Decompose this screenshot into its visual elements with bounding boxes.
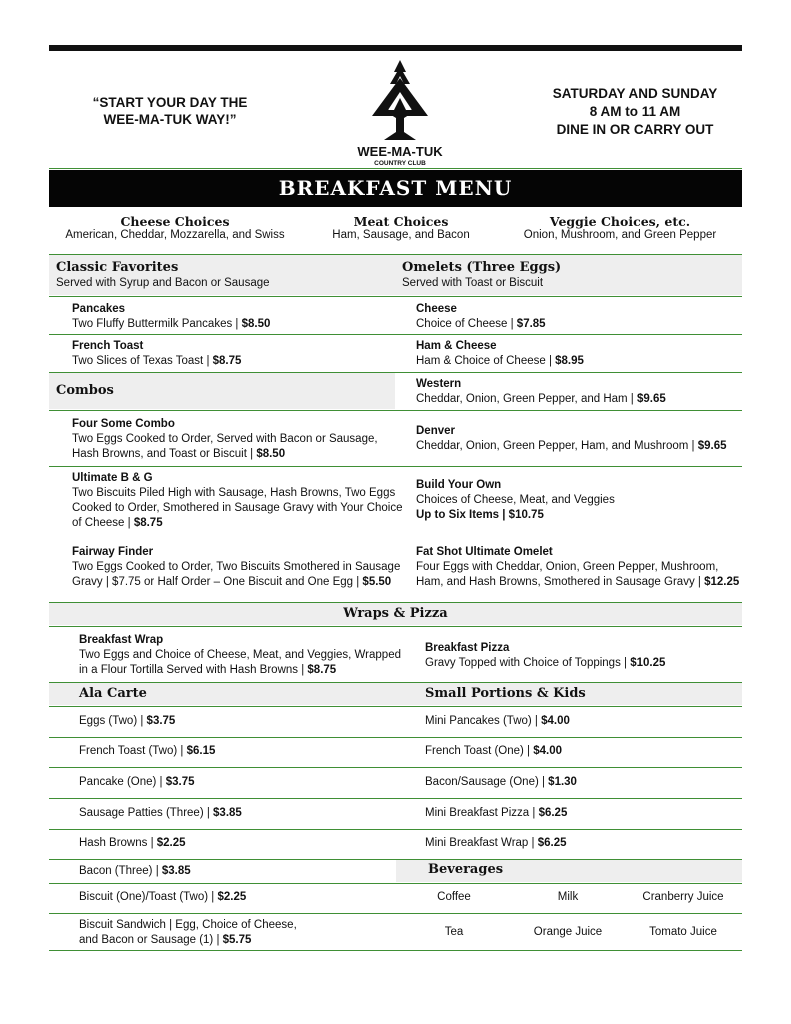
beverage-item: Milk xyxy=(557,891,579,903)
menu-item xyxy=(416,545,739,590)
item-text: French Toast (Two) | xyxy=(79,745,187,757)
section-title-classic: Classic Favorites xyxy=(56,260,179,275)
item-desc: Gravy Topped with Choice of Toppings | xyxy=(425,657,631,669)
item-price: $8.75 xyxy=(307,664,337,676)
choice-title: Meat Choices xyxy=(353,214,449,229)
item-price: $8.50 xyxy=(241,318,271,330)
meat-choices xyxy=(306,214,496,241)
item-text: Pancake (One) | xyxy=(79,776,166,788)
divider xyxy=(49,706,742,707)
divider xyxy=(49,334,742,335)
hours-info xyxy=(530,85,740,139)
cheese-choices xyxy=(55,214,295,241)
section-header-band xyxy=(49,683,742,705)
section-title-kids: Small Portions & Kids xyxy=(425,686,586,701)
item-name: Ultimate B & G xyxy=(72,472,153,484)
item-price: $3.85 xyxy=(213,807,242,819)
section-title-omelets: Omelets (Three Eggs) xyxy=(402,260,562,275)
section-title-combos: Combos xyxy=(56,383,114,398)
item-name: Breakfast Pizza xyxy=(425,642,510,654)
menu-item xyxy=(72,545,400,590)
choice-text: Ham, Sausage, and Bacon xyxy=(332,229,470,241)
item-price: $8.75 xyxy=(212,355,242,367)
club-logo xyxy=(350,58,450,170)
menu-item xyxy=(416,424,726,454)
item-price: $8.75 xyxy=(133,517,163,529)
menu-item xyxy=(72,417,378,462)
veggie-choices xyxy=(505,214,735,241)
beverage-item: Tomato Juice xyxy=(649,926,717,938)
item-price: Up to Six Items | $10.75 xyxy=(416,509,544,521)
item-text: Biscuit (One)/Toast (Two) | xyxy=(79,891,218,903)
slogan-line: “START YOUR DAY THE xyxy=(92,95,248,110)
slogan-line: WEE-MA-TUK WAY!” xyxy=(103,112,237,127)
divider xyxy=(49,913,742,914)
item-name: Breakfast Wrap xyxy=(79,634,164,646)
section-title-beverages: Beverages xyxy=(428,862,504,877)
menu-item xyxy=(79,633,401,678)
divider xyxy=(49,829,742,830)
item-desc: Cheddar, Onion, Green Pepper, Ham, and Mushroom | xyxy=(416,440,698,452)
beverage-item: Tea xyxy=(444,926,464,938)
item-desc: Cheddar, Onion, Green Pepper, and Ham | xyxy=(416,393,637,405)
ala-carte-item xyxy=(79,891,246,903)
choice-text: Onion, Mushroom, and Green Pepper xyxy=(523,229,717,241)
choice-title: Veggie Choices, etc. xyxy=(549,214,691,229)
item-text: Sausage Patties (Three) | xyxy=(79,807,214,819)
item-desc: Choice of Cheese | xyxy=(416,318,517,330)
menu-item xyxy=(72,302,270,332)
ala-carte-item xyxy=(79,837,186,849)
item-text: Eggs (Two) | xyxy=(79,715,147,727)
item-desc: Two Eggs Cooked to Order, Two Biscuits Smothered in Sausage xyxy=(72,561,401,573)
menu-title-bar xyxy=(49,170,742,207)
item-price: $6.25 xyxy=(538,807,568,819)
item-text: Hash Browns | xyxy=(79,837,157,849)
divider xyxy=(49,950,742,951)
kids-item xyxy=(425,776,577,788)
menu-item xyxy=(72,339,241,369)
item-price: $4.00 xyxy=(533,745,563,757)
menu-item xyxy=(416,302,546,332)
item-text: French Toast (One) | xyxy=(425,745,534,757)
item-price: $3.85 xyxy=(161,865,191,877)
item-desc: Ham & Choice of Cheese | xyxy=(416,355,556,367)
ala-carte-item xyxy=(79,807,242,819)
divider xyxy=(49,883,742,884)
menu-title: BREAKFAST MENU xyxy=(278,176,513,200)
divider xyxy=(49,410,742,411)
menu-item xyxy=(425,641,665,671)
item-price: $8.50 xyxy=(256,448,286,460)
item-name: Cheese xyxy=(416,303,457,315)
item-price: $3.75 xyxy=(165,776,195,788)
hours-line: DINE IN OR CARRY OUT xyxy=(556,122,714,137)
item-price: $10.25 xyxy=(630,657,666,669)
item-desc: Two Biscuits Piled High with Sausage, Hash Browns, Two Eggs xyxy=(72,487,396,499)
item-price: $6.25 xyxy=(537,837,567,849)
item-desc: Two Fluffy Buttermilk Pancakes | xyxy=(72,318,242,330)
tree-logo-icon xyxy=(350,58,450,142)
item-price: $9.65 xyxy=(636,393,666,405)
item-name: Fat Shot Ultimate Omelet xyxy=(416,546,553,558)
item-price: $3.75 xyxy=(146,715,176,727)
divider xyxy=(49,168,742,169)
divider xyxy=(49,296,742,297)
section-subtitle-classic: Served with Syrup and Bacon or Sausage xyxy=(56,277,270,289)
hours-line: 8 AM to 11 AM xyxy=(589,104,681,119)
item-desc: Choices of Cheese, Meat, and Veggies xyxy=(416,494,615,506)
slogan xyxy=(80,94,260,128)
item-price: $5.50 xyxy=(362,576,392,588)
item-name: Ham & Cheese xyxy=(416,340,497,352)
item-price: $8.95 xyxy=(555,355,584,367)
ala-carte-item xyxy=(79,865,191,877)
item-text: Biscuit Sandwich | Egg, Choice of Cheese, xyxy=(79,919,297,931)
ala-carte-item xyxy=(79,715,175,727)
item-price: $2.25 xyxy=(217,891,247,903)
item-desc: Hash Browns, and Toast or Biscuit | xyxy=(72,448,257,460)
menu-item xyxy=(72,471,403,531)
choice-title: Cheese Choices xyxy=(120,214,230,229)
item-desc: Two Eggs and Choice of Cheese, Meat, and Veggies, Wrapped xyxy=(79,649,401,661)
item-price: $6.15 xyxy=(186,745,216,757)
menu-item xyxy=(416,478,615,523)
kids-item xyxy=(425,807,567,819)
item-name: French Toast xyxy=(72,340,144,352)
item-name: Denver xyxy=(416,425,455,437)
menu-item xyxy=(416,339,584,369)
item-text: and Bacon or Sausage (1) | xyxy=(79,934,223,946)
item-price: $7.85 xyxy=(516,318,546,330)
menu-item xyxy=(416,377,666,407)
top-rule xyxy=(49,45,742,51)
item-name: Four Some Combo xyxy=(72,418,175,430)
item-desc: Four Eggs with Cheddar, Onion, Green Pepper, Mushroom, xyxy=(416,561,719,573)
ala-carte-item xyxy=(79,745,215,757)
hours-line: SATURDAY AND SUNDAY xyxy=(552,86,718,101)
item-text: Bacon/Sausage (One) | xyxy=(425,776,549,788)
item-price: $2.25 xyxy=(156,837,186,849)
item-desc: of Cheese | xyxy=(72,517,134,529)
section-title-alacarte: Ala Carte xyxy=(79,686,147,701)
divider xyxy=(49,767,742,768)
item-desc: Gravy | $7.75 or Half Order – One Biscuit and One Egg | xyxy=(72,576,363,588)
item-name: Build Your Own xyxy=(416,479,502,491)
item-desc: Cooked to Order, Smothered in Sausage Gravy with Your Choice xyxy=(72,502,403,514)
item-price: $1.30 xyxy=(548,776,577,788)
kids-item xyxy=(425,715,570,727)
beverage-item: Coffee xyxy=(437,891,471,903)
item-price: $9.65 xyxy=(697,440,727,452)
item-text: Mini Breakfast Pizza | xyxy=(425,807,539,819)
beverage-item: Orange Juice xyxy=(533,926,603,938)
choice-text: American, Cheddar, Mozzarella, and Swiss xyxy=(65,229,285,241)
divider xyxy=(49,737,742,738)
beverage-item: Cranberry Juice xyxy=(642,891,724,903)
divider xyxy=(49,626,742,627)
item-desc: Two Slices of Texas Toast | xyxy=(72,355,213,367)
item-name: Fairway Finder xyxy=(72,546,154,558)
item-price: $5.75 xyxy=(222,934,252,946)
item-desc: Ham, and Hash Browns, Smothered in Sausage Gravy | xyxy=(416,576,705,588)
kids-item xyxy=(425,745,562,757)
logo-subname: COUNTRY CLUB xyxy=(374,160,426,167)
logo-name: WEE-MA-TUK xyxy=(357,144,443,159)
item-text: Mini Pancakes (Two) | xyxy=(425,715,542,727)
kids-item xyxy=(425,837,566,849)
section-subtitle-omelets: Served with Toast or Biscuit xyxy=(402,277,544,289)
ala-carte-item xyxy=(79,776,195,788)
divider xyxy=(49,466,742,467)
item-name: Western xyxy=(416,378,462,390)
item-price: $4.00 xyxy=(541,715,570,727)
item-text: Bacon (Three) | xyxy=(79,865,162,877)
item-text: Mini Breakfast Wrap | xyxy=(425,837,538,849)
item-desc: in a Flour Tortilla Served with Hash Browns | xyxy=(79,664,308,676)
item-price: $12.25 xyxy=(704,576,740,588)
divider xyxy=(49,798,742,799)
ala-carte-item xyxy=(79,918,297,948)
item-desc: Two Eggs Cooked to Order, Served with Bacon or Sausage, xyxy=(72,433,378,445)
item-name: Pancakes xyxy=(72,303,126,315)
section-title-wraps: Wraps & Pizza xyxy=(343,606,448,621)
